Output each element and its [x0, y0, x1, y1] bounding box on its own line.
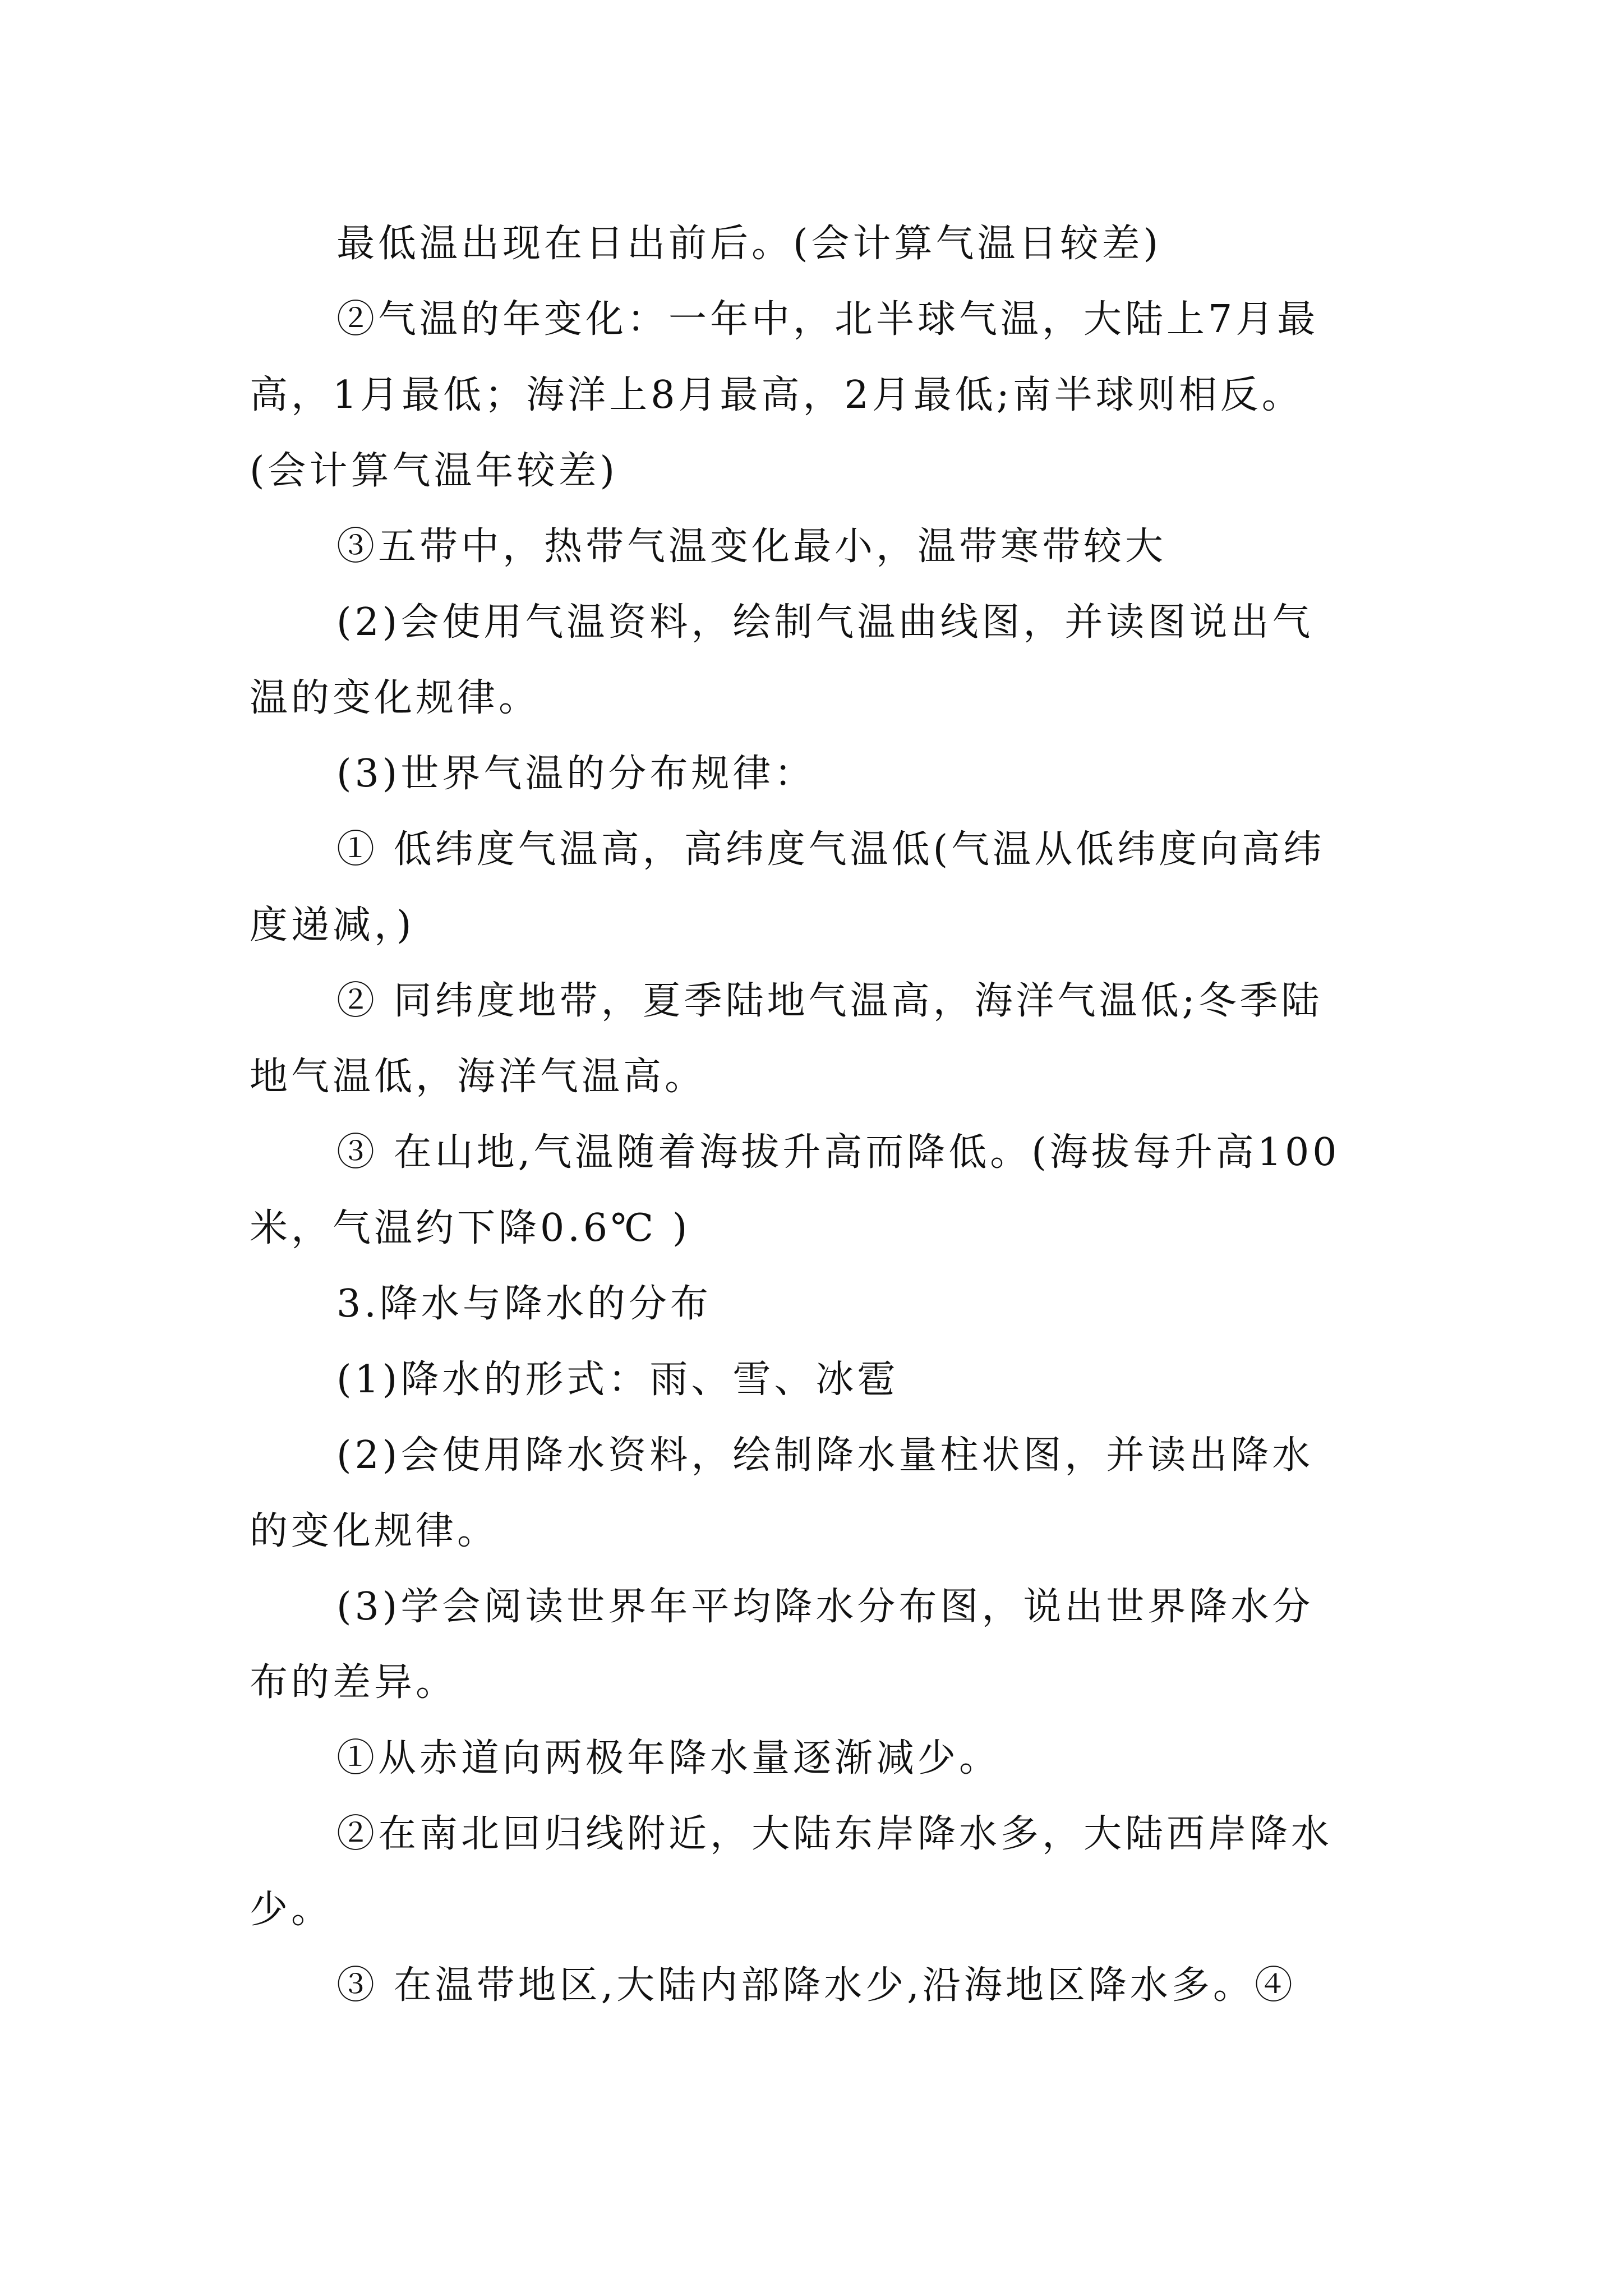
text-line: ① 低纬度气温高，高纬度气温低(气温从低纬度向高纬 [336, 827, 1325, 872]
text-line: (1)降水的形式：雨、雪、冰雹 [336, 1358, 899, 1402]
text-line: ②气温的年变化：一年中，北半球气温，大陆上7月最 [336, 297, 1319, 342]
text-line: 少。 [250, 1888, 333, 1932]
text-line: 的变化规律。 [250, 1509, 499, 1553]
text-line: (2)会使用气温资料，绘制气温曲线图，并读图说出气 [336, 600, 1314, 645]
text-line: 高，1月最低；海洋上8月最高，2月最低;南半球则相反。 [250, 373, 1303, 417]
text-line: 最低温出现在日出前后。(会计算气温日较差) [336, 222, 1162, 266]
text-line: ②在南北回归线附近，大陆东岸降水多，大陆西岸降水 [336, 1812, 1333, 1856]
text-line: (3)世界气温的分布规律： [336, 752, 816, 796]
text-line: 地气温低，海洋气温高。 [250, 1055, 707, 1099]
text-line: ①从赤道向两极年降水量逐渐减少。 [336, 1736, 1001, 1780]
text-line: 温的变化规律。 [250, 676, 541, 720]
text-line: 3.降水与降水的分布 [336, 1282, 712, 1326]
text-line: 米，气温约下降0.6℃ ) [250, 1206, 691, 1250]
text-line: ③ 在山地,气温随着海拔升高而降低。(海拔每升高100 [336, 1130, 1340, 1175]
text-line: (3)学会阅读世界年平均降水分布图，说出世界降水分 [336, 1585, 1314, 1629]
text-line: 度递减，) [250, 903, 415, 947]
text-line: (2)会使用降水资料，绘制降水量柱状图，并读出降水 [336, 1433, 1314, 1478]
text-line: ② 同纬度地带，夏季陆地气温高，海洋气温低;冬季陆 [336, 979, 1323, 1023]
text-line: (会计算气温年较差) [250, 449, 619, 493]
text-line: 布的差异。 [250, 1660, 458, 1705]
text-line: ③ 在温带地区,大陆内部降水少,沿海地区降水多。④ [336, 1963, 1296, 2008]
text-line: ③五带中，热带气温变化最小，温带寒带较大 [336, 524, 1167, 569]
